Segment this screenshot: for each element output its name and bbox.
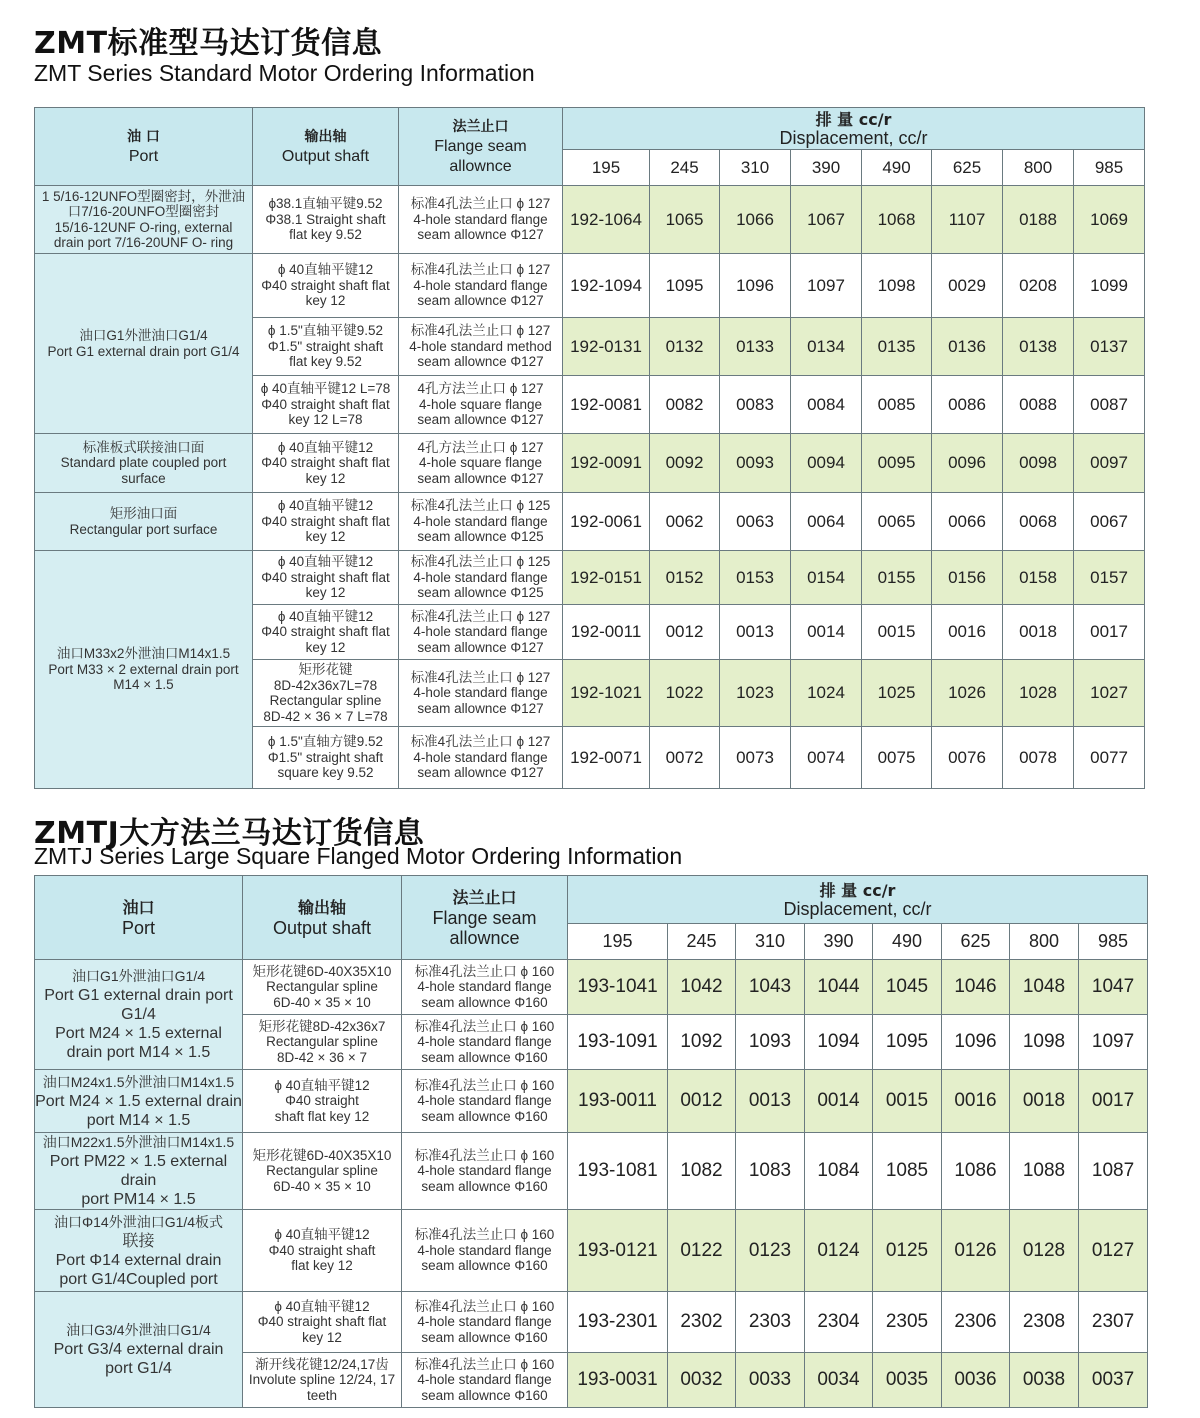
output-shaft-cell: 渐开线花键12/24,17齿 Involute spline 12/24, 17 teeth: [243, 1353, 402, 1408]
part-number-cell: 192-1021: [563, 660, 650, 727]
output-shaft-cell: ϕ 40直轴平键12 Φ40 straight shaft flat key 12: [253, 605, 399, 660]
part-number-cell: 2302: [668, 1292, 736, 1353]
part-number-cell: 2307: [1079, 1292, 1148, 1353]
displacement-value: 390: [791, 150, 862, 186]
part-number-cell: 0015: [862, 605, 932, 660]
part-number-cell: 0138: [1003, 318, 1074, 376]
part-number-cell: 0063: [720, 493, 791, 551]
displacement-header: 排 量 cc/r Displacement, cc/r: [568, 876, 1148, 924]
output-shaft-cell: ϕ 40直轴平键12 L=78 Φ40 straight shaft flat key 12 L=78: [253, 376, 399, 434]
part-number-cell: 192-0131: [563, 318, 650, 376]
displacement-value: 245: [650, 150, 720, 186]
port-header: 油 口 Port: [35, 108, 253, 186]
part-number-cell: 0064: [791, 493, 862, 551]
part-number-cell: 1027: [1074, 660, 1145, 727]
part-number-cell: 0017: [1074, 605, 1145, 660]
part-number-cell: 0132: [650, 318, 720, 376]
part-number-cell: 2308: [1010, 1292, 1079, 1353]
displacement-value: 195: [568, 924, 668, 960]
part-number-cell: 0013: [736, 1070, 805, 1133]
part-number-cell: 193-0121: [568, 1210, 668, 1292]
part-number-cell: 0017: [1079, 1070, 1148, 1133]
flange-header: 法兰止口 Flange seam allownce: [402, 876, 568, 960]
part-number-cell: 0065: [862, 493, 932, 551]
part-number-cell: 0158: [1003, 551, 1074, 605]
part-number-cell: 0033: [736, 1353, 805, 1408]
output-shaft-cell: 矩形花键8D-42x36x7 Rectangular spline 8D-42 × 36 × 7: [243, 1015, 402, 1070]
output-shaft-cell: ϕ 40直轴平键12 Φ40 straight shaft flat key 12: [243, 1210, 402, 1292]
output-shaft-cell: ϕ 40直轴平键12 Φ40 straight shaft flat key 12: [253, 551, 399, 605]
part-number-cell: 0038: [1010, 1353, 1079, 1408]
part-number-cell: 0188: [1003, 186, 1074, 254]
port-cell: 油口Φ14外泄油口G1/4板式 联接 Port Φ14 external drain port G1/4Coupled port: [35, 1210, 243, 1292]
displacement-header: 排 量 cc/r Displacement, cc/r: [563, 108, 1145, 150]
flange-cell: 标准4孔法兰止口 ϕ 160 4-hole standard flange seam allownce Φ160: [402, 960, 568, 1015]
flange-cell: 标准4孔法兰止口 ϕ 125 4-hole standard flange seam allownce Φ125: [399, 493, 563, 551]
port-cell: 标准板式联接油口面 Standard plate coupled port surface: [35, 434, 253, 493]
part-number-cell: 1045: [873, 960, 942, 1015]
part-number-cell: 0012: [668, 1070, 736, 1133]
part-number-cell: 0012: [650, 605, 720, 660]
flange-header: 法兰止口 Flange seam allownce: [399, 108, 563, 186]
part-number-cell: 0062: [650, 493, 720, 551]
part-number-cell: 1094: [805, 1015, 873, 1070]
part-number-cell: 0124: [805, 1210, 873, 1292]
part-number-cell: 0135: [862, 318, 932, 376]
part-number-cell: 0074: [791, 727, 862, 789]
part-number-cell: 1084: [805, 1133, 873, 1210]
part-number-cell: 0034: [805, 1353, 873, 1408]
part-number-cell: 0018: [1010, 1070, 1079, 1133]
part-number-cell: 1022: [650, 660, 720, 727]
flange-cell: 标准4孔法兰止口 ϕ 127 4-hole standard flange seam allownce Φ127: [399, 254, 563, 318]
part-number-cell: 2303: [736, 1292, 805, 1353]
section1-title-en: ZMT Series Standard Motor Ordering Information: [34, 60, 535, 86]
port-cell: 油口M24x1.5外泄油口M14x1.5 Port M24 × 1.5 external drain port M14 × 1.5: [35, 1070, 243, 1133]
part-number-cell: 0029: [932, 254, 1003, 318]
part-number-cell: 0036: [942, 1353, 1010, 1408]
table-row: [35, 493, 1145, 551]
part-number-cell: 1042: [668, 960, 736, 1015]
part-number-cell: 0082: [650, 376, 720, 434]
flange-cell: 标准4孔法兰止口 ϕ 160 4-hole standard flange seam allownce Φ160: [402, 1070, 568, 1133]
part-number-cell: 1107: [932, 186, 1003, 254]
part-number-cell: 0154: [791, 551, 862, 605]
displacement-value: 195: [563, 150, 650, 186]
part-number-cell: 0096: [932, 434, 1003, 493]
part-number-cell: 0125: [873, 1210, 942, 1292]
part-number-cell: 1026: [932, 660, 1003, 727]
part-number-cell: 0014: [805, 1070, 873, 1133]
part-number-cell: 0092: [650, 434, 720, 493]
part-number-cell: 0155: [862, 551, 932, 605]
section2-title-cn: ZMTJ大方法兰马达订货信息: [34, 816, 425, 851]
part-number-cell: 192-1064: [563, 186, 650, 254]
part-number-cell: 0075: [862, 727, 932, 789]
part-number-cell: 1085: [873, 1133, 942, 1210]
part-number-cell: 0068: [1003, 493, 1074, 551]
part-number-cell: 0137: [1074, 318, 1145, 376]
flange-cell: 标准4孔法兰止口 ϕ 160 4-hole standard flange seam allownce Φ160: [402, 1133, 568, 1210]
displacement-value: 985: [1074, 150, 1145, 186]
part-number-cell: 1046: [942, 960, 1010, 1015]
part-number-cell: 0152: [650, 551, 720, 605]
part-number-cell: 1098: [1010, 1015, 1079, 1070]
output-shaft-cell: 矩形花键 8D-42x36x7L=78 Rectangular spline 8D-42 × 36 × 7 L=78: [253, 660, 399, 727]
flange-cell: 标准4孔法兰止口 ϕ 127 4-hole standard flange seam allownce Φ127: [399, 186, 563, 254]
part-number-cell: 1043: [736, 960, 805, 1015]
part-number-cell: 1095: [873, 1015, 942, 1070]
part-number-cell: 2304: [805, 1292, 873, 1353]
part-number-cell: 0208: [1003, 254, 1074, 318]
displacement-value: 490: [862, 150, 932, 186]
output-shaft-header: 输出轴 Output shaft: [253, 108, 399, 186]
part-number-cell: 1028: [1003, 660, 1074, 727]
part-number-cell: 193-1081: [568, 1133, 668, 1210]
part-number-cell: 1097: [791, 254, 862, 318]
part-number-cell: 0134: [791, 318, 862, 376]
port-cell: 油口M33x2外泄油口M14x1.5 Port M33 × 2 external drain port M14 × 1.5: [35, 551, 253, 789]
part-number-cell: 0077: [1074, 727, 1145, 789]
part-number-cell: 1048: [1010, 960, 1079, 1015]
part-number-cell: 0037: [1079, 1353, 1148, 1408]
part-number-cell: 0078: [1003, 727, 1074, 789]
part-number-cell: 1093: [736, 1015, 805, 1070]
part-number-cell: 0016: [932, 605, 1003, 660]
part-number-cell: 0015: [873, 1070, 942, 1133]
part-number-cell: 192-0061: [563, 493, 650, 551]
output-shaft-cell: 矩形花键6D-40X35X10 Rectangular spline 6D-40 × 35 × 10: [243, 960, 402, 1015]
port-cell: 1 5/16-12UNFO型圈密封，外泄油 口7/16-20UNFO型圈密封 15/16-12UNF O-ring, external drain port 7/16-20UNF O- ring: [35, 186, 253, 254]
part-number-cell: 1086: [942, 1133, 1010, 1210]
part-number-cell: 0157: [1074, 551, 1145, 605]
part-number-cell: 1023: [720, 660, 791, 727]
part-number-cell: 0122: [668, 1210, 736, 1292]
displacement-value: 800: [1010, 924, 1079, 960]
part-number-cell: 0095: [862, 434, 932, 493]
displacement-value: 245: [668, 924, 736, 960]
output-shaft-cell: 矩形花键6D-40X35X10 Rectangular spline 6D-40 × 35 × 10: [243, 1133, 402, 1210]
part-number-cell: 1066: [720, 186, 791, 254]
part-number-cell: 0032: [668, 1353, 736, 1408]
flange-cell: 标准4孔法兰止口 ϕ 160 4-hole standard flange seam allownce Φ160: [402, 1210, 568, 1292]
part-number-cell: 0085: [862, 376, 932, 434]
displacement-value: 625: [932, 150, 1003, 186]
flange-cell: 标准4孔法兰止口 ϕ 127 4-hole standard flange seam allownce Φ127: [399, 605, 563, 660]
displacement-value: 310: [736, 924, 805, 960]
port-cell: 油口M22x1.5外泄油口M14x1.5 Port PM22 × 1.5 external drain port PM14 × 1.5: [35, 1133, 243, 1210]
part-number-cell: 0035: [873, 1353, 942, 1408]
part-number-cell: 0123: [736, 1210, 805, 1292]
flange-cell: 4孔方法兰止口 ϕ 127 4-hole square flange seam allownce Φ127: [399, 434, 563, 493]
part-number-cell: 0018: [1003, 605, 1074, 660]
section2-title-en: ZMTJ Series Large Square Flanged Motor Ordering Information: [34, 843, 683, 869]
part-number-cell: 1068: [862, 186, 932, 254]
displacement-value: 310: [720, 150, 791, 186]
part-number-cell: 0128: [1010, 1210, 1079, 1292]
part-number-cell: 1065: [650, 186, 720, 254]
port-header: 油口 Port: [35, 876, 243, 960]
part-number-cell: 1088: [1010, 1133, 1079, 1210]
part-number-cell: 0014: [791, 605, 862, 660]
flange-cell: 标准4孔法兰止口 ϕ 160 4-hole standard flange seam allownce Φ160: [402, 1353, 568, 1408]
part-number-cell: 0133: [720, 318, 791, 376]
output-shaft-cell: ϕ 1.5"直轴平键9.52 Φ1.5" straight shaft flat key 9.52: [253, 318, 399, 376]
part-number-cell: 0067: [1074, 493, 1145, 551]
part-number-cell: 192-0151: [563, 551, 650, 605]
part-number-cell: 0126: [942, 1210, 1010, 1292]
part-number-cell: 1082: [668, 1133, 736, 1210]
part-number-cell: 0084: [791, 376, 862, 434]
part-number-cell: 1087: [1079, 1133, 1148, 1210]
part-number-cell: 0016: [942, 1070, 1010, 1133]
part-number-cell: 1095: [650, 254, 720, 318]
port-cell: 油口G1外泄油口G1/4 Port G1 external drain port G1/4 Port M24 × 1.5 external drain port M14 × 1.5: [35, 960, 243, 1070]
output-shaft-header: 输出轴 Output shaft: [243, 876, 402, 960]
part-number-cell: 1099: [1074, 254, 1145, 318]
part-number-cell: 1047: [1079, 960, 1148, 1015]
part-number-cell: 192-0081: [563, 376, 650, 434]
table-row: [35, 1133, 1148, 1210]
part-number-cell: 1096: [720, 254, 791, 318]
part-number-cell: 0072: [650, 727, 720, 789]
part-number-cell: 1098: [862, 254, 932, 318]
zmt-ordering-table: [34, 107, 1145, 789]
output-shaft-cell: ϕ 40直轴平键12 Φ40 straight shaft flat key 12: [243, 1292, 402, 1353]
part-number-cell: 0098: [1003, 434, 1074, 493]
part-number-cell: 192-0011: [563, 605, 650, 660]
part-number-cell: 193-1091: [568, 1015, 668, 1070]
flange-cell: 4孔方法兰止口 ϕ 127 4-hole square flange seam allownce Φ127: [399, 376, 563, 434]
table-row: [35, 1210, 1148, 1292]
part-number-cell: 193-0011: [568, 1070, 668, 1133]
part-number-cell: 0087: [1074, 376, 1145, 434]
table-row: [35, 186, 1145, 254]
part-number-cell: 2305: [873, 1292, 942, 1353]
flange-cell: 标准4孔法兰止口 ϕ 160 4-hole standard flange seam allownce Φ160: [402, 1292, 568, 1353]
part-number-cell: 192-1094: [563, 254, 650, 318]
part-number-cell: 0156: [932, 551, 1003, 605]
displacement-value: 390: [805, 924, 873, 960]
part-number-cell: 0136: [932, 318, 1003, 376]
displacement-value: 985: [1079, 924, 1148, 960]
part-number-cell: 0088: [1003, 376, 1074, 434]
displacement-value: 490: [873, 924, 942, 960]
part-number-cell: 1083: [736, 1133, 805, 1210]
part-number-cell: 1067: [791, 186, 862, 254]
port-cell: 矩形油口面 Rectangular port surface: [35, 493, 253, 551]
part-number-cell: 0093: [720, 434, 791, 493]
part-number-cell: 193-1041: [568, 960, 668, 1015]
table-row: [35, 1292, 1148, 1353]
table-row: [35, 960, 1148, 1015]
table-row: [35, 254, 1145, 318]
part-number-cell: 0094: [791, 434, 862, 493]
part-number-cell: 1096: [942, 1015, 1010, 1070]
part-number-cell: 1025: [862, 660, 932, 727]
zmtj-ordering-table: [34, 875, 1148, 1408]
section1-title-cn: ZMT标准型马达订货信息: [34, 26, 383, 61]
table-row: [35, 434, 1145, 493]
part-number-cell: 1024: [791, 660, 862, 727]
part-number-cell: 0153: [720, 551, 791, 605]
output-shaft-cell: ϕ 40直轴平键12 Φ40 straight shaft flat key 12: [253, 434, 399, 493]
output-shaft-cell: ϕ38.1直轴平键9.52 Φ38.1 Straight shaft flat key 9.52: [253, 186, 399, 254]
flange-cell: 标准4孔法兰止口 ϕ 127 4-hole standard method seam allownce Φ127: [399, 318, 563, 376]
port-cell: 油口G1外泄油口G1/4 Port G1 external drain port G1/4: [35, 254, 253, 434]
displacement-value: 625: [942, 924, 1010, 960]
part-number-cell: 193-2301: [568, 1292, 668, 1353]
part-number-cell: 0076: [932, 727, 1003, 789]
part-number-cell: 0073: [720, 727, 791, 789]
table-row: [35, 1070, 1148, 1133]
part-number-cell: 0013: [720, 605, 791, 660]
output-shaft-cell: ϕ 1.5"直轴方键9.52 Φ1.5" straight shaft square key 9.52: [253, 727, 399, 789]
part-number-cell: 0127: [1079, 1210, 1148, 1292]
part-number-cell: 1069: [1074, 186, 1145, 254]
part-number-cell: 1097: [1079, 1015, 1148, 1070]
part-number-cell: 193-0031: [568, 1353, 668, 1408]
part-number-cell: 0097: [1074, 434, 1145, 493]
flange-cell: 标准4孔法兰止口 ϕ 127 4-hole standard flange seam allownce Φ127: [399, 660, 563, 727]
part-number-cell: 1092: [668, 1015, 736, 1070]
part-number-cell: 1044: [805, 960, 873, 1015]
part-number-cell: 0083: [720, 376, 791, 434]
part-number-cell: 192-0091: [563, 434, 650, 493]
output-shaft-cell: ϕ 40直轴平键12 Φ40 straight shaft flat key 12: [243, 1070, 402, 1133]
port-cell: 油口G3/4外泄油口G1/4 Port G3/4 external drain port G1/4: [35, 1292, 243, 1408]
part-number-cell: 0086: [932, 376, 1003, 434]
flange-cell: 标准4孔法兰止口 ϕ 160 4-hole standard flange seam allownce Φ160: [402, 1015, 568, 1070]
output-shaft-cell: ϕ 40直轴平键12 Φ40 straight shaft flat key 12: [253, 254, 399, 318]
part-number-cell: 2306: [942, 1292, 1010, 1353]
table-row: [35, 551, 1145, 605]
displacement-value: 800: [1003, 150, 1074, 186]
flange-cell: 标准4孔法兰止口 ϕ 125 4-hole standard flange seam allownce Φ125: [399, 551, 563, 605]
flange-cell: 标准4孔法兰止口 ϕ 127 4-hole standard flange seam allownce Φ127: [399, 727, 563, 789]
part-number-cell: 0066: [932, 493, 1003, 551]
part-number-cell: 192-0071: [563, 727, 650, 789]
output-shaft-cell: ϕ 40直轴平键12 Φ40 straight shaft flat key 12: [253, 493, 399, 551]
